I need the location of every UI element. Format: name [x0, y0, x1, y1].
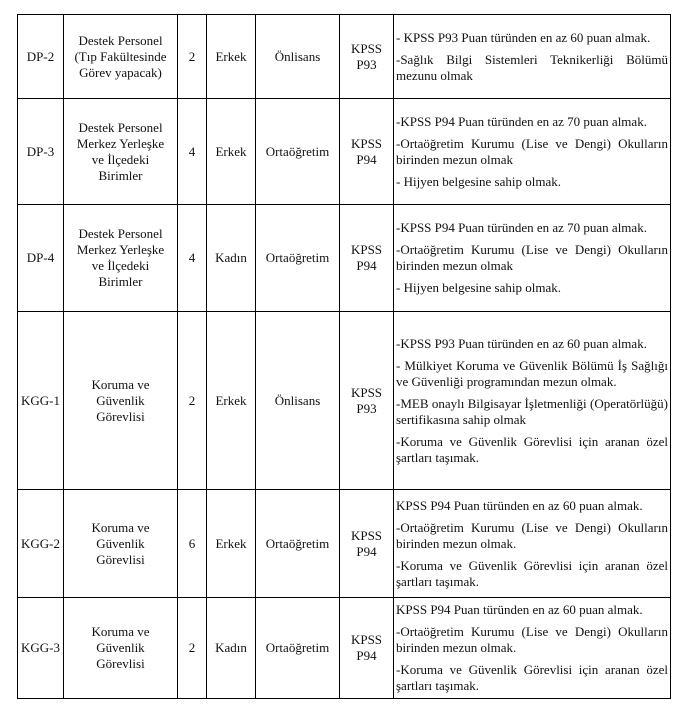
- position-code: KGG-1: [18, 312, 64, 490]
- position-gender: Kadın: [207, 205, 256, 312]
- position-requirements: [394, 312, 671, 490]
- position-code: DP-4: [18, 205, 64, 312]
- job-positions-table: [17, 14, 671, 699]
- position-education: Önlisans: [256, 312, 340, 490]
- position-education: Ortaöğretim: [256, 99, 340, 205]
- position-kpss-type: KPSS P94: [340, 99, 394, 205]
- position-title: Destek Personel Merkez Yerleşke ve İlçedeki Birimler: [64, 99, 178, 205]
- position-count: 4: [178, 205, 207, 312]
- table-row: [18, 490, 671, 598]
- position-requirements: [394, 99, 671, 205]
- position-gender: Erkek: [207, 15, 256, 99]
- position-title: Koruma ve Güvenlik Görevlisi: [64, 490, 178, 598]
- position-gender: Erkek: [207, 312, 256, 490]
- position-kpss-type: KPSS P93: [340, 15, 394, 99]
- table-row: [18, 99, 671, 205]
- position-education: Önlisans: [256, 15, 340, 99]
- position-kpss-type: KPSS P93: [340, 312, 394, 490]
- requirement-item: -KPSS P94 Puan türünden en az 70 puan almak.: [396, 220, 647, 235]
- position-requirements: [394, 598, 671, 699]
- position-requirements: [394, 15, 671, 99]
- position-education: Ortaöğretim: [256, 490, 340, 598]
- requirement-item: KPSS P94 Puan türünden en az 60 puan almak.: [396, 602, 643, 617]
- requirement-item: -Koruma ve Güvenlik Görevlisi için aranan özel şartları taşımak.: [396, 433, 668, 465]
- position-code: DP-2: [18, 15, 64, 99]
- position-gender: Kadın: [207, 598, 256, 699]
- position-kpss-type: KPSS P94: [340, 598, 394, 699]
- position-count: 2: [178, 598, 207, 699]
- requirement-item: -Ortaöğretim Kurumu (Lise ve Dengi) Okulların birinden mezun olmak.: [396, 519, 668, 551]
- position-requirements: [394, 490, 671, 598]
- position-kpss-type: KPSS P94: [340, 205, 394, 312]
- position-gender: Erkek: [207, 99, 256, 205]
- requirement-item: -KPSS P94 Puan türünden en az 70 puan almak.: [396, 113, 647, 129]
- requirement-item: - KPSS P93 Puan türünden en az 60 puan almak.: [396, 29, 651, 45]
- requirement-item: -KPSS P93 Puan türünden en az 60 puan almak.: [396, 335, 647, 351]
- position-title: Koruma ve Güvenlik Görevlisi: [64, 312, 178, 490]
- position-title: Destek Personel (Tıp Fakültesinde Görev yapacak): [64, 15, 178, 99]
- position-code: KGG-2: [18, 490, 64, 598]
- requirement-item: -Koruma ve Güvenlik Görevlisi için aranan özel şartları taşımak.: [396, 557, 668, 589]
- requirement-item: -MEB onaylı Bilgisayar İşletmenliği (Operatörlüğü) sertifikasına sahip olmak: [396, 395, 668, 427]
- position-count: 6: [178, 490, 207, 598]
- table-row: [18, 598, 671, 699]
- requirement-item: -Ortaöğretim Kurumu (Lise ve Dengi) Okulların birinden mezun olmak: [396, 242, 668, 273]
- position-count: 2: [178, 312, 207, 490]
- position-count: 4: [178, 99, 207, 205]
- position-count: 2: [178, 15, 207, 99]
- table-row: [18, 312, 671, 490]
- position-gender: Erkek: [207, 490, 256, 598]
- requirement-item: - Hijyen belgesine sahip olmak.: [396, 280, 561, 295]
- position-code: KGG-3: [18, 598, 64, 699]
- position-title: Koruma ve Güvenlik Görevlisi: [64, 598, 178, 699]
- position-requirements: [394, 205, 671, 312]
- requirement-item: -Sağlık Bilgi Sistemleri Teknikerliği Bölümü mezunu olmak: [396, 51, 668, 83]
- requirement-item: KPSS P94 Puan türünden en az 60 puan almak.: [396, 497, 643, 513]
- position-education: Ortaöğretim: [256, 205, 340, 312]
- table-row: [18, 205, 671, 312]
- position-title: Destek Personel Merkez Yerleşke ve İlçedeki Birimler: [64, 205, 178, 312]
- requirement-item: -Ortaöğretim Kurumu (Lise ve Dengi) Okulların birinden mezun olmak: [396, 135, 668, 167]
- requirement-item: -Ortaöğretim Kurumu (Lise ve Dengi) Okulların birinden mezun olmak.: [396, 624, 668, 655]
- position-education: Ortaöğretim: [256, 598, 340, 699]
- requirement-item: - Mülkiyet Koruma ve Güvenlik Bölümü İş Sağlığı ve Güvenliği programından mezun olmak.: [396, 357, 668, 389]
- table-row: [18, 15, 671, 99]
- requirement-item: -Koruma ve Güvenlik Görevlisi için aranan özel şartları taşımak.: [396, 662, 668, 693]
- position-code: DP-3: [18, 99, 64, 205]
- position-kpss-type: KPSS P94: [340, 490, 394, 598]
- requirement-item: - Hijyen belgesine sahip olmak.: [396, 173, 561, 189]
